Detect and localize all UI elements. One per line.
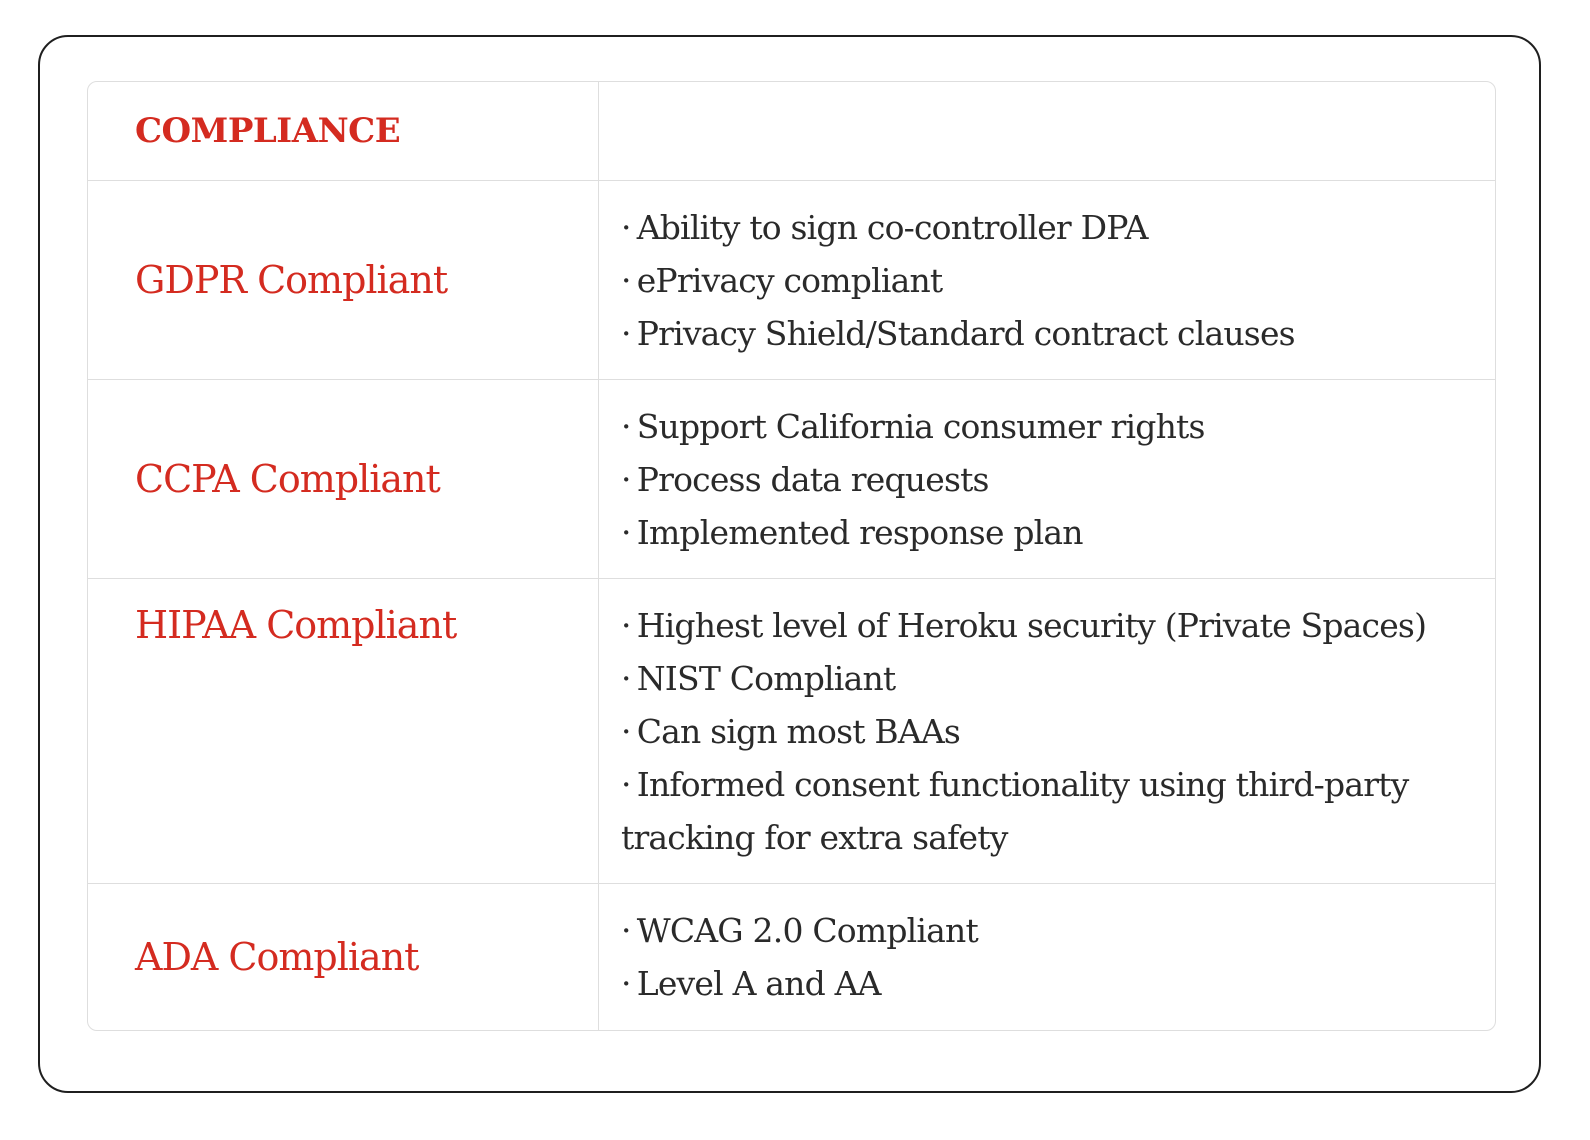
table-header-title: COMPLIANCE: [135, 111, 401, 151]
list-item: [621, 705, 1475, 758]
compliance-card: [38, 35, 1541, 1093]
list-item: [621, 904, 1475, 957]
bullet-icon: ·: [621, 964, 631, 1003]
list-item: [621, 957, 1475, 1010]
bullet-icon: ·: [621, 459, 631, 499]
bullet-icon: ·: [621, 712, 631, 751]
row-title-cell-gdpr: [88, 181, 599, 380]
list-item-text: ePrivacy compliant: [636, 260, 943, 300]
list-item: [621, 758, 1475, 864]
list-item-text: Highest level of Heroku security (Private Spaces): [636, 606, 1427, 645]
header-cell-right: [599, 82, 1495, 181]
bullet-icon: ·: [621, 207, 631, 247]
list-item: [621, 506, 1475, 559]
bullet-icon: ·: [621, 313, 631, 353]
bullet-icon: ·: [621, 260, 631, 300]
row-title-cell-ccpa: [88, 380, 599, 579]
list-item: [621, 201, 1475, 254]
row-bullets-cell-gdpr: [599, 181, 1495, 380]
list-item: [621, 652, 1475, 705]
row-title-hipaa: HIPAA Compliant: [135, 603, 457, 647]
header-cell-left: [88, 82, 599, 181]
list-item: [621, 307, 1475, 360]
bullet-icon: ·: [621, 659, 631, 698]
list-item-text: Implemented response plan: [636, 512, 1083, 552]
list-item-text: Ability to sign co-controller DPA: [636, 207, 1148, 247]
row-bullets-cell-ada: [599, 884, 1495, 1030]
list-item-text: Support California consumer rights: [636, 406, 1205, 446]
list-item-text: WCAG 2.0 Compliant: [636, 911, 978, 950]
bullet-icon: ·: [621, 606, 631, 645]
row-title-gdpr: GDPR Compliant: [135, 258, 448, 302]
list-item-text: NIST Compliant: [636, 659, 896, 698]
row-bullets-cell-ccpa: [599, 380, 1495, 579]
row-title-cell-ada: [88, 884, 599, 1030]
list-item-text: Informed consent functionality using third-party tracking for extra safety: [621, 765, 1409, 857]
list-item-text: Can sign most BAAs: [636, 712, 961, 751]
compliance-table: [87, 81, 1496, 1031]
list-item: [621, 254, 1475, 307]
bullet-icon: ·: [621, 911, 631, 950]
list-item-text: Privacy Shield/Standard contract clauses: [636, 313, 1295, 353]
row-bullets-cell-hipaa: [599, 579, 1495, 884]
bullet-icon: ·: [621, 512, 631, 552]
row-title-cell-hipaa: [88, 579, 599, 884]
list-item: [621, 599, 1475, 652]
list-item: [621, 453, 1475, 506]
list-item: [621, 400, 1475, 453]
bullet-icon: ·: [621, 406, 631, 446]
row-title-ccpa: CCPA Compliant: [135, 457, 440, 501]
list-item-text: Level A and AA: [636, 964, 881, 1003]
bullet-icon: ·: [621, 765, 631, 804]
row-title-ada: ADA Compliant: [135, 935, 419, 979]
list-item-text: Process data requests: [636, 459, 989, 499]
